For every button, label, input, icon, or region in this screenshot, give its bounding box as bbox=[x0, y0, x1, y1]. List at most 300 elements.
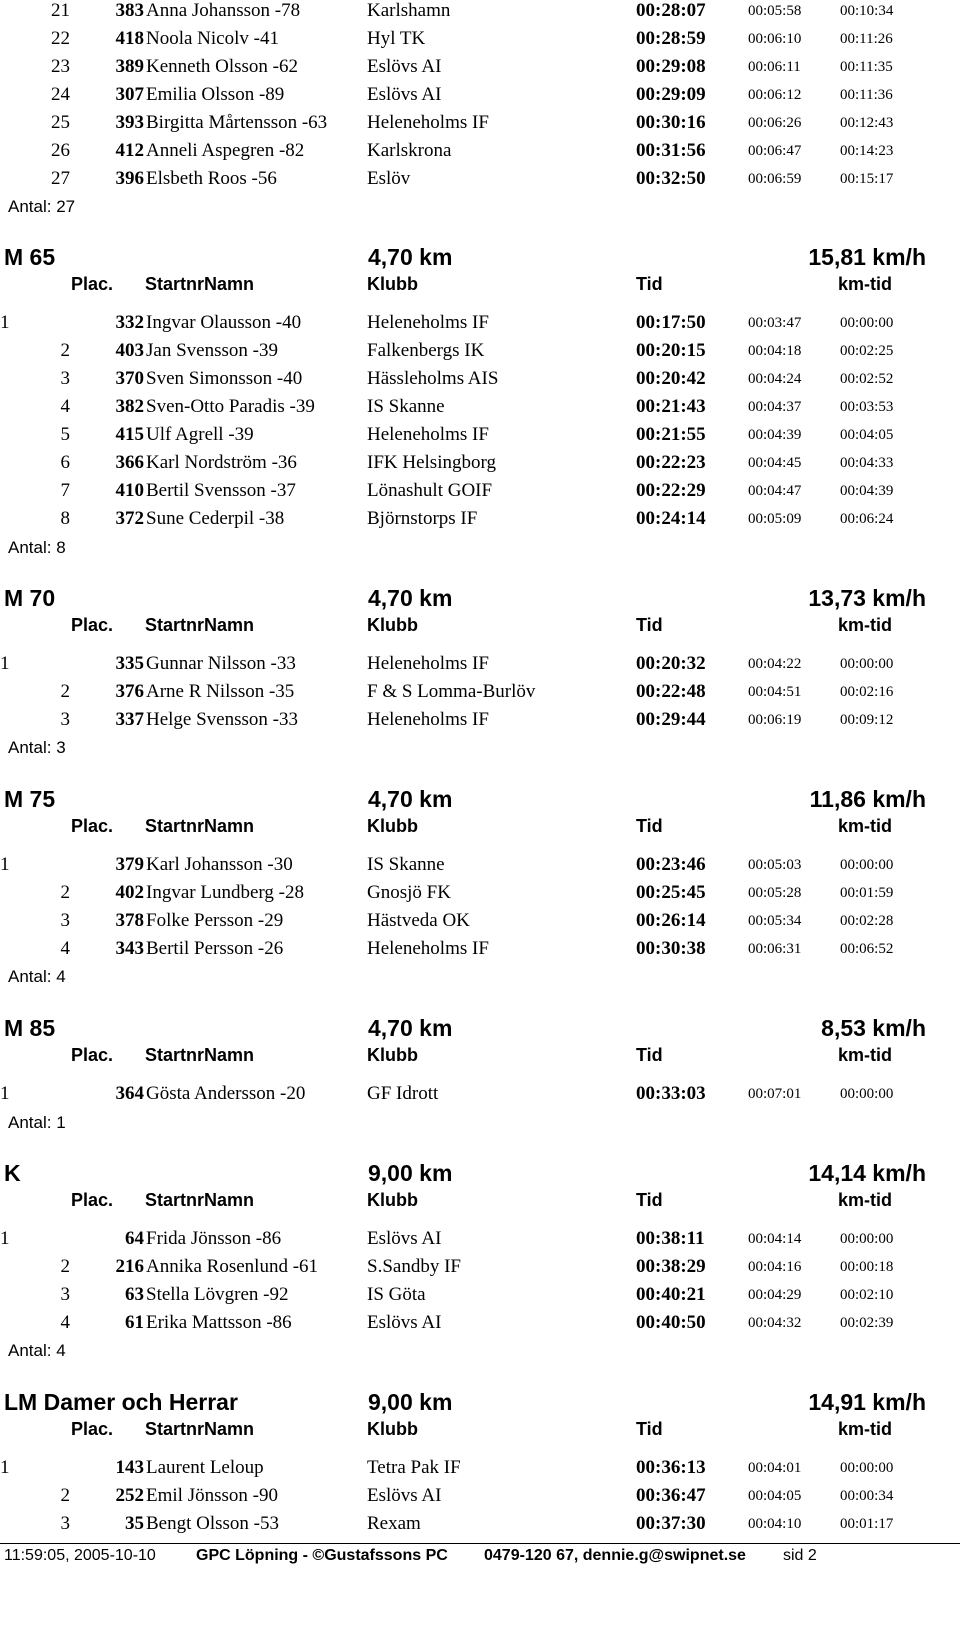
column-header-plac: Plac. bbox=[71, 615, 114, 635]
time-behind: 00:00:00 bbox=[840, 656, 894, 672]
column-header-klubb: Klubb bbox=[367, 615, 418, 635]
club-name: Eslöv bbox=[367, 168, 411, 189]
time-per-km: 00:07:01 bbox=[748, 1086, 802, 1102]
club-name: Eslövs AI bbox=[367, 56, 442, 77]
finish-time: 00:17:50 bbox=[636, 312, 706, 333]
column-header-km-tid: km-tid bbox=[838, 1190, 892, 1210]
column-header-row bbox=[0, 614, 960, 638]
club-name: GF Idrott bbox=[367, 1083, 439, 1104]
start-number: 252 bbox=[115, 1485, 144, 1506]
placing: 3 bbox=[60, 368, 70, 389]
time-behind: 00:00:00 bbox=[840, 857, 894, 873]
time-per-km: 00:06:59 bbox=[748, 171, 802, 187]
finish-time: 00:30:16 bbox=[636, 112, 706, 133]
column-header-startnr-namn: StartnrNamn bbox=[145, 1190, 255, 1210]
column-header-startnr-namn: StartnrNamn bbox=[145, 1419, 255, 1439]
antal-count: Antal: 3 bbox=[8, 738, 66, 757]
runner-name: Karl Nordström -36 bbox=[146, 452, 297, 473]
finish-time: 00:24:14 bbox=[636, 508, 706, 529]
finish-time: 00:31:56 bbox=[636, 140, 706, 161]
column-header-tid: Tid bbox=[636, 1419, 663, 1439]
class-heading bbox=[0, 1159, 960, 1189]
placing: 5 bbox=[60, 424, 70, 445]
class-heading bbox=[0, 785, 960, 815]
class-average-speed: 14,91 km/h bbox=[808, 1389, 926, 1415]
column-header-plac: Plac. bbox=[71, 274, 114, 294]
placing: 3 bbox=[60, 1284, 70, 1305]
start-number: 378 bbox=[115, 910, 144, 931]
result-row bbox=[0, 1283, 960, 1311]
column-header-klubb: Klubb bbox=[367, 274, 418, 294]
result-row bbox=[0, 937, 960, 965]
footer-program: GPC Löpning - ©Gustafssons PC bbox=[196, 1547, 448, 1564]
runner-name: Noola Nicolv -41 bbox=[146, 28, 279, 49]
time-behind: 00:00:00 bbox=[840, 1231, 894, 1247]
finish-time: 00:22:48 bbox=[636, 681, 706, 702]
class-distance: 4,70 km bbox=[368, 244, 453, 270]
time-per-km: 00:05:03 bbox=[748, 857, 802, 873]
time-behind: 00:02:16 bbox=[840, 684, 894, 700]
time-per-km: 00:06:26 bbox=[748, 115, 802, 131]
start-number: 64 bbox=[125, 1228, 144, 1249]
placing: 4 bbox=[60, 1312, 70, 1333]
time-behind: 00:11:35 bbox=[840, 59, 893, 75]
class-average-speed: 8,53 km/h bbox=[821, 1015, 926, 1041]
start-number: 216 bbox=[115, 1256, 144, 1277]
placing: 6 bbox=[60, 452, 70, 473]
time-behind: 00:02:52 bbox=[840, 371, 894, 387]
result-row bbox=[0, 1484, 960, 1512]
start-number: 307 bbox=[115, 84, 144, 105]
start-number: 332 bbox=[115, 312, 144, 333]
placing: 24 bbox=[51, 84, 70, 105]
result-row bbox=[0, 27, 960, 55]
start-number: 335 bbox=[115, 653, 144, 674]
finish-time: 00:40:21 bbox=[636, 1284, 706, 1305]
time-per-km: 00:06:12 bbox=[748, 87, 802, 103]
runner-name: Karl Johansson -30 bbox=[146, 854, 293, 875]
placing: 4 bbox=[60, 938, 70, 959]
club-name: IS Skanne bbox=[367, 396, 445, 417]
time-per-km: 00:04:10 bbox=[748, 1516, 802, 1532]
finish-time: 00:30:38 bbox=[636, 938, 706, 959]
placing: 1 bbox=[0, 653, 10, 674]
placing: 21 bbox=[51, 0, 70, 21]
time-behind: 00:00:34 bbox=[840, 1488, 894, 1504]
runner-name: Anna Johansson -78 bbox=[146, 0, 301, 21]
time-per-km: 00:04:18 bbox=[748, 343, 802, 359]
result-row bbox=[0, 507, 960, 535]
class-name: LM Damer och Herrar bbox=[4, 1389, 238, 1415]
runner-name: Laurent Leloup bbox=[146, 1457, 264, 1478]
finish-time: 00:22:23 bbox=[636, 452, 706, 473]
page-footer bbox=[0, 1545, 960, 1569]
time-behind: 00:00:00 bbox=[840, 1086, 894, 1102]
runner-name: Emilia Olsson -89 bbox=[146, 84, 285, 105]
runner-name: Ulf Agrell -39 bbox=[146, 424, 254, 445]
result-row bbox=[0, 111, 960, 139]
club-name: IS Skanne bbox=[367, 854, 445, 875]
runner-name: Gunnar Nilsson -33 bbox=[146, 653, 296, 674]
time-behind: 00:01:59 bbox=[840, 885, 894, 901]
class-distance: 4,70 km bbox=[368, 1015, 453, 1041]
result-row bbox=[0, 395, 960, 423]
club-name: Hästveda OK bbox=[367, 910, 470, 931]
column-header-tid: Tid bbox=[636, 1045, 663, 1065]
time-behind: 00:02:39 bbox=[840, 1315, 894, 1331]
column-header-tid: Tid bbox=[636, 1190, 663, 1210]
club-name: Eslövs AI bbox=[367, 1228, 442, 1249]
class-name: M 85 bbox=[4, 1015, 56, 1041]
antal-count: Antal: 4 bbox=[8, 967, 66, 986]
start-number: 379 bbox=[115, 854, 144, 875]
runner-name: Annika Rosenlund -61 bbox=[146, 1256, 319, 1277]
column-header-plac: Plac. bbox=[71, 1419, 114, 1439]
placing: 8 bbox=[60, 508, 70, 529]
time-per-km: 00:04:16 bbox=[748, 1259, 802, 1275]
club-name: Heleneholms IF bbox=[367, 112, 489, 133]
column-header-row bbox=[0, 1044, 960, 1068]
placing: 2 bbox=[60, 1256, 70, 1277]
club-name: Heleneholms IF bbox=[367, 938, 489, 959]
time-per-km: 00:04:39 bbox=[748, 427, 802, 443]
club-name: Lönashult GOIF bbox=[367, 480, 493, 501]
start-number: 61 bbox=[125, 1312, 144, 1333]
placing: 2 bbox=[60, 340, 70, 361]
result-row bbox=[0, 367, 960, 395]
runner-name: Sven Simonsson -40 bbox=[146, 368, 303, 389]
time-per-km: 00:06:31 bbox=[748, 941, 802, 957]
club-name: S.Sandby IF bbox=[367, 1256, 461, 1277]
time-per-km: 00:04:51 bbox=[748, 684, 802, 700]
placing: 2 bbox=[60, 1485, 70, 1506]
class-name: M 65 bbox=[4, 244, 56, 270]
class-heading bbox=[0, 1014, 960, 1044]
time-behind: 00:06:24 bbox=[840, 511, 894, 527]
class-distance: 9,00 km bbox=[368, 1160, 453, 1186]
time-per-km: 00:04:45 bbox=[748, 455, 802, 471]
start-number: 396 bbox=[115, 168, 144, 189]
runner-name: Erika Mattsson -86 bbox=[146, 1312, 292, 1333]
club-name: Eslövs AI bbox=[367, 1485, 442, 1506]
class-name: M 70 bbox=[4, 585, 56, 611]
column-header-km-tid: km-tid bbox=[838, 615, 892, 635]
runner-name: Bengt Olsson -53 bbox=[146, 1513, 279, 1534]
footer-page-number: sid 2 bbox=[783, 1547, 817, 1564]
antal-count: Antal: 1 bbox=[8, 1113, 66, 1132]
time-per-km: 00:04:05 bbox=[748, 1488, 802, 1504]
column-header-klubb: Klubb bbox=[367, 1419, 418, 1439]
finish-time: 00:25:45 bbox=[636, 882, 706, 903]
placing: 1 bbox=[0, 1457, 10, 1478]
result-row bbox=[0, 139, 960, 167]
time-per-km: 00:05:09 bbox=[748, 511, 802, 527]
time-behind: 00:00:18 bbox=[840, 1259, 894, 1275]
start-number: 364 bbox=[115, 1083, 144, 1104]
result-row bbox=[0, 909, 960, 937]
placing: 26 bbox=[51, 140, 70, 161]
runner-name: Sune Cederpil -38 bbox=[146, 508, 285, 529]
runner-name: Anneli Aspegren -82 bbox=[146, 140, 305, 161]
club-name: Karlskrona bbox=[367, 140, 452, 161]
start-number: 376 bbox=[115, 681, 144, 702]
club-name: Hyl TK bbox=[367, 28, 426, 49]
result-row bbox=[0, 652, 960, 680]
column-header-km-tid: km-tid bbox=[838, 1045, 892, 1065]
result-row bbox=[0, 881, 960, 909]
column-header-row bbox=[0, 1189, 960, 1213]
placing: 2 bbox=[60, 681, 70, 702]
finish-time: 00:28:59 bbox=[636, 28, 706, 49]
start-number: 403 bbox=[115, 340, 144, 361]
class-name: M 75 bbox=[4, 786, 56, 812]
column-header-km-tid: km-tid bbox=[838, 274, 892, 294]
class-name: K bbox=[4, 1160, 21, 1186]
club-name: Eslövs AI bbox=[367, 1312, 442, 1333]
result-row bbox=[0, 451, 960, 479]
placing: 3 bbox=[60, 1513, 70, 1534]
time-behind: 00:14:23 bbox=[840, 143, 894, 159]
result-row bbox=[0, 1082, 960, 1110]
club-name: F & S Lomma-Burlöv bbox=[367, 681, 536, 702]
start-number: 337 bbox=[115, 709, 144, 730]
time-per-km: 00:06:19 bbox=[748, 712, 802, 728]
finish-time: 00:26:14 bbox=[636, 910, 706, 931]
club-name: Heleneholms IF bbox=[367, 709, 489, 730]
runner-name: Birgitta Mårtensson -63 bbox=[146, 112, 328, 133]
column-header-plac: Plac. bbox=[71, 1045, 114, 1065]
column-header-klubb: Klubb bbox=[367, 1045, 418, 1065]
finish-time: 00:36:13 bbox=[636, 1457, 706, 1478]
column-header-plac: Plac. bbox=[71, 1190, 114, 1210]
time-behind: 00:09:12 bbox=[840, 712, 894, 728]
antal-count: Antal: 27 bbox=[8, 197, 76, 216]
column-header-startnr-namn: StartnrNamn bbox=[145, 1045, 255, 1065]
time-behind: 00:03:53 bbox=[840, 399, 894, 415]
result-row bbox=[0, 423, 960, 451]
time-per-km: 00:04:24 bbox=[748, 371, 802, 387]
time-per-km: 00:04:01 bbox=[748, 1460, 802, 1476]
runner-name: Arne R Nilsson -35 bbox=[146, 681, 295, 702]
antal-count: Antal: 4 bbox=[8, 1341, 66, 1360]
column-header-row bbox=[0, 1418, 960, 1442]
time-per-km: 00:04:22 bbox=[748, 656, 802, 672]
time-behind: 00:11:26 bbox=[840, 31, 893, 47]
result-row bbox=[0, 708, 960, 736]
placing: 23 bbox=[51, 56, 70, 77]
start-number: 410 bbox=[115, 480, 144, 501]
start-number: 372 bbox=[115, 508, 144, 529]
finish-time: 00:29:09 bbox=[636, 84, 706, 105]
column-header-km-tid: km-tid bbox=[838, 816, 892, 836]
finish-time: 00:33:03 bbox=[636, 1083, 706, 1104]
result-row bbox=[0, 1311, 960, 1339]
club-name: Rexam bbox=[367, 1513, 421, 1534]
class-average-speed: 14,14 km/h bbox=[808, 1160, 926, 1186]
placing: 1 bbox=[0, 1083, 10, 1104]
start-number: 383 bbox=[115, 0, 144, 21]
time-per-km: 00:05:58 bbox=[748, 3, 802, 19]
runner-name: Frida Jönsson -86 bbox=[146, 1228, 282, 1249]
time-behind: 00:06:52 bbox=[840, 941, 894, 957]
placing: 22 bbox=[51, 28, 70, 49]
column-header-tid: Tid bbox=[636, 615, 663, 635]
placing: 1 bbox=[0, 312, 10, 333]
column-header-startnr-namn: StartnrNamn bbox=[145, 274, 255, 294]
column-header-startnr-namn: StartnrNamn bbox=[145, 816, 255, 836]
placing: 7 bbox=[60, 480, 70, 501]
time-behind: 00:01:17 bbox=[840, 1516, 894, 1532]
column-header-row bbox=[0, 815, 960, 839]
start-number: 343 bbox=[115, 938, 144, 959]
column-header-km-tid: km-tid bbox=[838, 1419, 892, 1439]
column-header-tid: Tid bbox=[636, 816, 663, 836]
time-behind: 00:02:25 bbox=[840, 343, 894, 359]
footer-divider bbox=[0, 1543, 960, 1544]
class-average-speed: 13,73 km/h bbox=[808, 585, 926, 611]
start-number: 366 bbox=[115, 452, 144, 473]
runner-name: Emil Jönsson -90 bbox=[146, 1485, 278, 1506]
club-name: IFK Helsingborg bbox=[367, 452, 496, 473]
time-per-km: 00:04:32 bbox=[748, 1315, 802, 1331]
placing: 3 bbox=[60, 709, 70, 730]
column-header-startnr-namn: StartnrNamn bbox=[145, 615, 255, 635]
result-row bbox=[0, 167, 960, 195]
finish-time: 00:23:46 bbox=[636, 854, 706, 875]
result-row bbox=[0, 83, 960, 111]
finish-time: 00:21:55 bbox=[636, 424, 706, 445]
time-per-km: 00:05:34 bbox=[748, 913, 802, 929]
footer-timestamp: 11:59:05, 2005-10-10 bbox=[4, 1547, 156, 1564]
antal-count: Antal: 8 bbox=[8, 538, 66, 557]
time-per-km: 00:03:47 bbox=[748, 315, 802, 331]
class-distance: 4,70 km bbox=[368, 585, 453, 611]
result-row bbox=[0, 311, 960, 339]
result-row bbox=[0, 1512, 960, 1540]
club-name: Heleneholms IF bbox=[367, 653, 489, 674]
runner-name: Ingvar Olausson -40 bbox=[146, 312, 302, 333]
start-number: 402 bbox=[115, 882, 144, 903]
time-behind: 00:04:05 bbox=[840, 427, 894, 443]
result-row bbox=[0, 1456, 960, 1484]
time-behind: 00:12:43 bbox=[840, 115, 894, 131]
start-number: 412 bbox=[115, 140, 144, 161]
finish-time: 00:36:47 bbox=[636, 1485, 706, 1506]
finish-time: 00:21:43 bbox=[636, 396, 706, 417]
start-number: 418 bbox=[115, 28, 144, 49]
class-average-speed: 11,86 km/h bbox=[809, 786, 926, 812]
class-distance: 4,70 km bbox=[368, 786, 453, 812]
club-name: Björnstorps IF bbox=[367, 508, 478, 529]
class-average-speed: 15,81 km/h bbox=[808, 244, 926, 270]
time-behind: 00:00:00 bbox=[840, 315, 894, 331]
finish-time: 00:20:32 bbox=[636, 653, 706, 674]
runner-name: Gösta Andersson -20 bbox=[146, 1083, 306, 1104]
finish-time: 00:37:30 bbox=[636, 1513, 706, 1534]
result-row bbox=[0, 55, 960, 83]
footer-contact: 0479-120 67, dennie.g@swipnet.se bbox=[484, 1547, 746, 1564]
placing: 27 bbox=[51, 168, 70, 189]
start-number: 35 bbox=[125, 1513, 144, 1534]
runner-name: Helge Svensson -33 bbox=[146, 709, 298, 730]
runner-name: Folke Persson -29 bbox=[146, 910, 284, 931]
column-header-plac: Plac. bbox=[71, 816, 114, 836]
club-name: Heleneholms IF bbox=[367, 312, 489, 333]
start-number: 382 bbox=[115, 396, 144, 417]
result-row bbox=[0, 1255, 960, 1283]
time-per-km: 00:06:11 bbox=[748, 59, 801, 75]
class-heading bbox=[0, 584, 960, 614]
finish-time: 00:28:07 bbox=[636, 0, 706, 21]
runner-name: Jan Svensson -39 bbox=[146, 340, 278, 361]
start-number: 63 bbox=[125, 1284, 144, 1305]
finish-time: 00:38:29 bbox=[636, 1256, 706, 1277]
finish-time: 00:38:11 bbox=[636, 1228, 705, 1249]
club-name: Karlshamn bbox=[367, 0, 451, 21]
time-behind: 00:04:39 bbox=[840, 483, 894, 499]
time-per-km: 00:04:47 bbox=[748, 483, 802, 499]
club-name: Hässleholms AIS bbox=[367, 368, 499, 389]
time-per-km: 00:06:47 bbox=[748, 143, 802, 159]
class-heading bbox=[0, 1388, 960, 1418]
placing: 2 bbox=[60, 882, 70, 903]
finish-time: 00:22:29 bbox=[636, 480, 706, 501]
time-behind: 00:02:28 bbox=[840, 913, 894, 929]
result-row bbox=[0, 479, 960, 507]
time-per-km: 00:06:10 bbox=[748, 31, 802, 47]
start-number: 415 bbox=[115, 424, 144, 445]
runner-name: Bertil Persson -26 bbox=[146, 938, 284, 959]
time-behind: 00:11:36 bbox=[840, 87, 893, 103]
result-row bbox=[0, 0, 960, 27]
time-behind: 00:02:10 bbox=[840, 1287, 894, 1303]
placing: 4 bbox=[60, 396, 70, 417]
result-row bbox=[0, 853, 960, 881]
column-header-tid: Tid bbox=[636, 274, 663, 294]
time-per-km: 00:04:14 bbox=[748, 1231, 802, 1247]
time-behind: 00:00:00 bbox=[840, 1460, 894, 1476]
runner-name: Bertil Svensson -37 bbox=[146, 480, 296, 501]
finish-time: 00:32:50 bbox=[636, 168, 706, 189]
runner-name: Kenneth Olsson -62 bbox=[146, 56, 298, 77]
placing: 1 bbox=[0, 1228, 10, 1249]
start-number: 143 bbox=[115, 1457, 144, 1478]
time-per-km: 00:04:37 bbox=[748, 399, 802, 415]
club-name: IS Göta bbox=[367, 1284, 426, 1305]
club-name: Heleneholms IF bbox=[367, 424, 489, 445]
club-name: Gnosjö FK bbox=[367, 882, 451, 903]
finish-time: 00:29:44 bbox=[636, 709, 706, 730]
finish-time: 00:29:08 bbox=[636, 56, 706, 77]
column-header-klubb: Klubb bbox=[367, 816, 418, 836]
placing: 1 bbox=[0, 854, 10, 875]
time-behind: 00:10:34 bbox=[840, 3, 894, 19]
runner-name: Elsbeth Roos -56 bbox=[146, 168, 277, 189]
time-behind: 00:15:17 bbox=[840, 171, 894, 187]
club-name: Eslövs AI bbox=[367, 84, 442, 105]
result-row bbox=[0, 339, 960, 367]
runner-name: Ingvar Lundberg -28 bbox=[146, 882, 304, 903]
start-number: 370 bbox=[115, 368, 144, 389]
finish-time: 00:40:50 bbox=[636, 1312, 706, 1333]
time-behind: 00:04:33 bbox=[840, 455, 894, 471]
placing: 25 bbox=[51, 112, 70, 133]
column-header-klubb: Klubb bbox=[367, 1190, 418, 1210]
finish-time: 00:20:15 bbox=[636, 340, 706, 361]
club-name: Falkenbergs IK bbox=[367, 340, 485, 361]
time-per-km: 00:05:28 bbox=[748, 885, 802, 901]
placing: 3 bbox=[60, 910, 70, 931]
